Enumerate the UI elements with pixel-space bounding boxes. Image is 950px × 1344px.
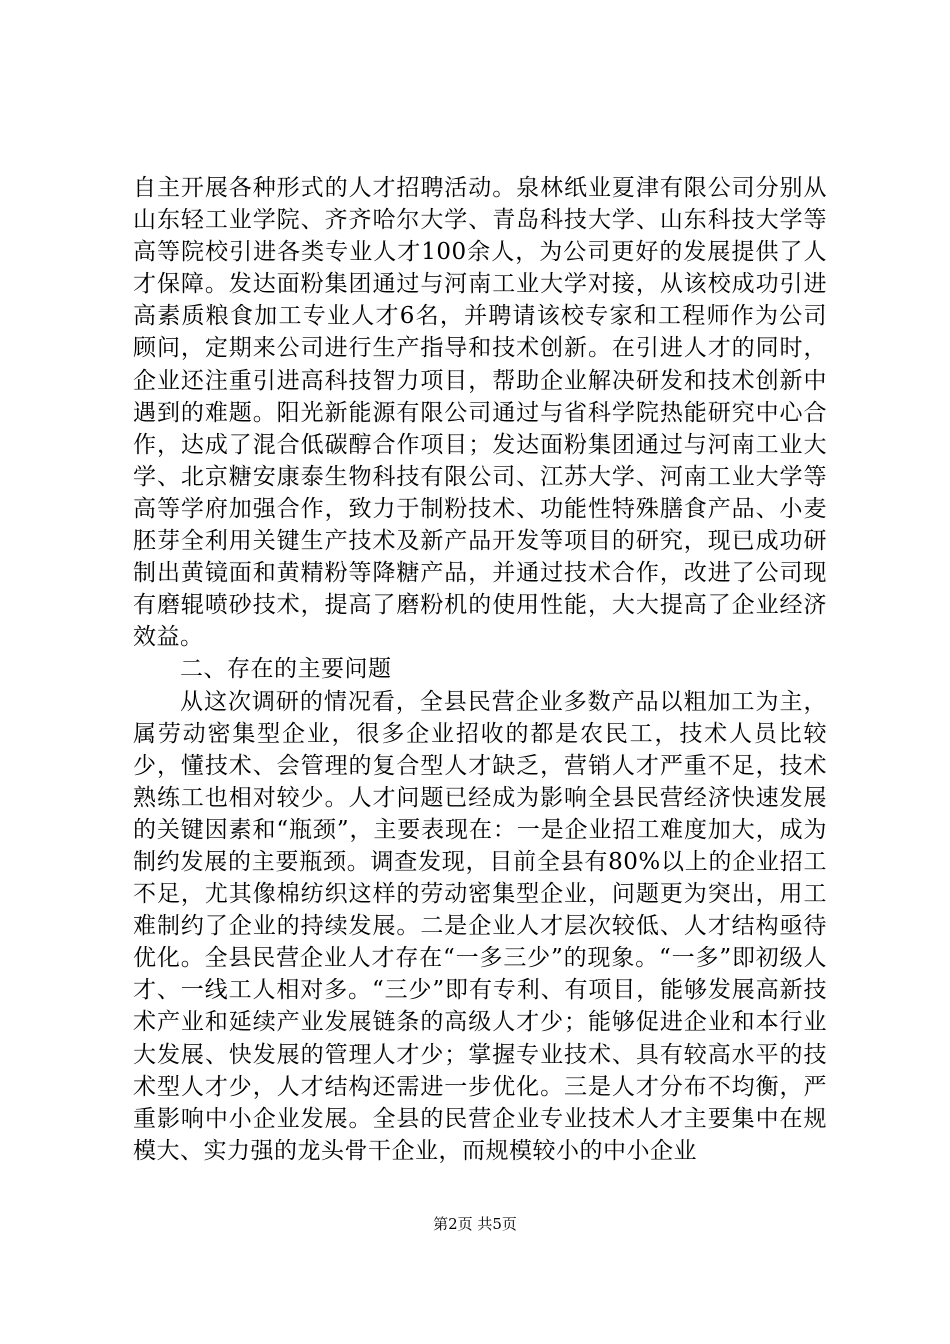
body-paragraph: 自主开展各种形式的人才招聘活动。泉林纸业夏津有限公司分别从山东轻工业学院、齐齐哈尔大学、青岛科技大学、山东科技大学等高等院校引进各类专业人才100余人，为公司更好的发展提供了人才保障。发达面粉集团通过与河南工业大学对接，从该校成功引进高素质粮食加工专业人才6名，并聘请该校专家和工程师作为公司顾问，定期来公司进行生产指导和技术创新。在引进人才的同时，企业还注重引进高科技智力项目，帮助企业解决研发和技术创新中遇到的难题。阳光新能源有限公司通过与省科学院热能研究中心合作，达成了混合低碳醇合作项目；发达面粉集团通过与河南工业大学、北京糖安康泰生物科技有限公司、江苏大学、河南工业大学等高等学府加强合作，致力于制粉技术、功能性特殊膳食产品、小麦胚芽全利用关键生产技术及新产品开发等项目的研究，现已成功研制出黄镜面和黄精粉等降糖产品，并通过技术合作，改进了公司现有磨辊喷砂技术，提高了磨粉机的使用性能，大大提高了企业经济效益。 bbox=[133, 175, 827, 651]
document-body bbox=[133, 172, 827, 1167]
body-paragraph: 从这次调研的情况看，全县民营企业多数产品以粗加工为主，属劳动密集型企业，很多企业招收的都是农民工，技术人员比较少，懂技术、会管理的复合型人才缺乏，营销人才严重不足，技术熟练工也相对较少。人才问题已经成为影响全县民营经济快速发展的关键因素和“瓶颈”，主要表现在：一是企业招工难度加大，成为制约发展的主要瓶颈。调查发现，目前全县有80%以上的企业招工不足，尤其像棉纺织这样的劳动密集型企业，问题更为突出，用工难制约了企业的持续发展。二是企业人才层次较低、人才结构亟待优化。全县民营企业人才存在“一多三少”的现象。“一多”即初级人才、一线工人相对多。“三少”即有专利、有项目，能够发展高新技术产业和延续产业发展链条的高级人才少；能够促进企业和本行业大发展、快发展的管理人才少；掌握专业技术、具有较高水平的技术型人才少，人才结构还需进一步优化。三是人才分布不均衡，严重影响中小企业发展。全县的民营企业专业技术人才主要集中在规模大、实力强的龙头骨干企业，而规模较小的中小企业 bbox=[133, 688, 827, 1164]
section-heading: 二、存在的主要问题 bbox=[180, 656, 392, 683]
page-number-footer: 第2页 共5页 bbox=[433, 1215, 517, 1233]
